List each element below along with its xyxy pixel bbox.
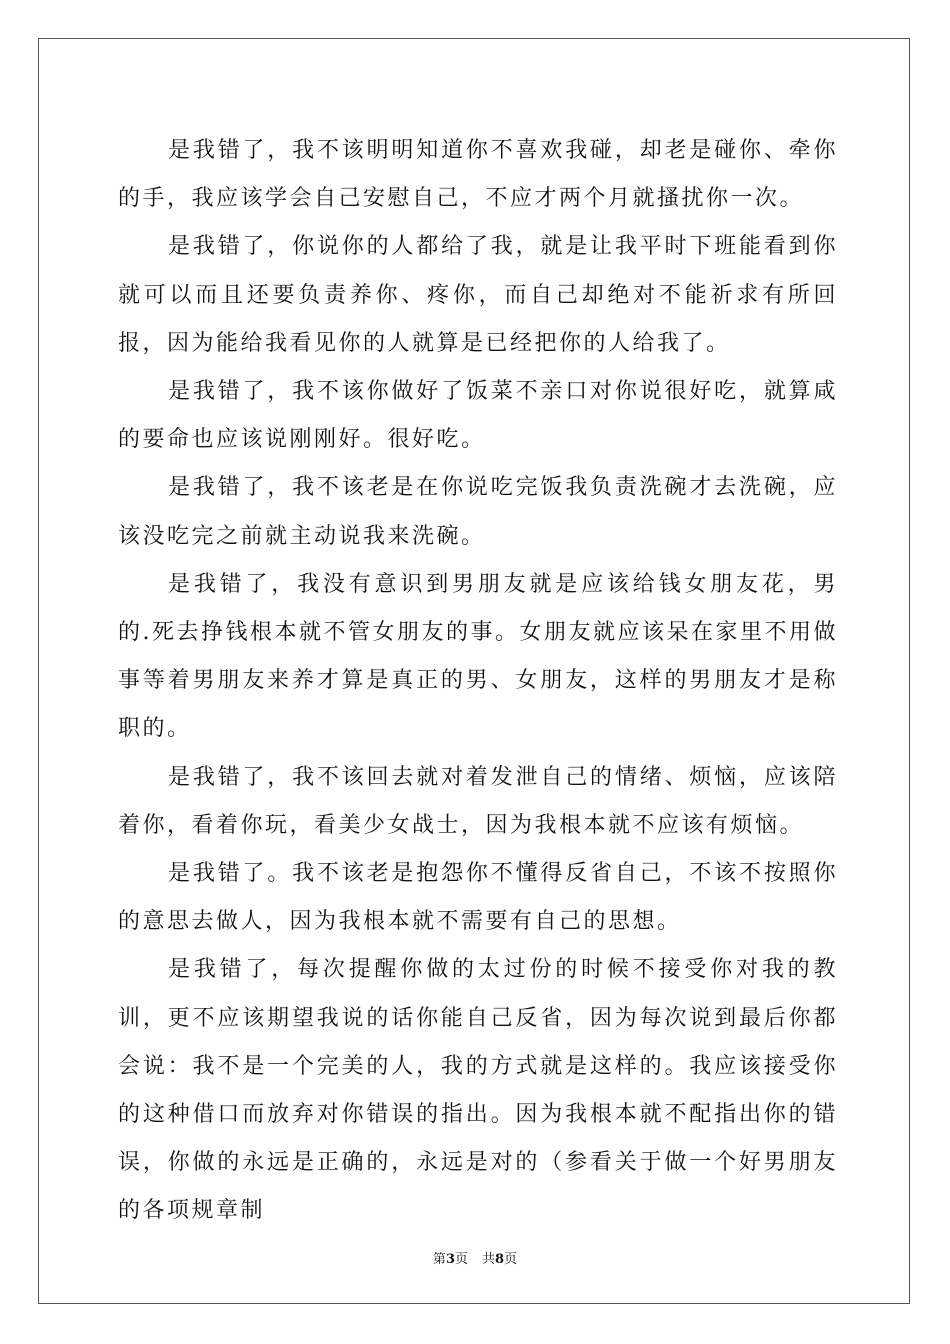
footer-prefix: 第 xyxy=(432,1252,446,1267)
paragraph-5: 是我错了，我没有意识到男朋友就是应该给钱女朋友花，男的.死去挣钱根本就不管女朋友的事。女朋友就应该呆在家里不用做事等着男朋友来养才算是真正的男、女朋友，这样的男朋友才是称职的。 xyxy=(118,571,838,742)
footer-page-word: 页 xyxy=(454,1252,468,1267)
paragraph-2: 是我错了，你说你的人都给了我，就是让我平时下班能看到你就可以而且还要负责养你、疼你，而自己却绝对不能祈求有所回报，因为能给我看见你的人就算是已经把你的人给我了。 xyxy=(118,234,838,356)
page-footer xyxy=(0,1248,950,1267)
total-pages-number: 8 xyxy=(495,1252,505,1267)
paragraph-7: 是我错了。我不该老是抱怨你不懂得反省自己，不该不按照你的意思去做人，因为我根本就不需要有自己的思想。 xyxy=(118,861,838,935)
footer-total-prefix: 共 xyxy=(482,1252,496,1267)
paragraph-1: 是我错了，我不该明明知道你不喜欢我碰，却老是碰你、牵你的手，我应该学会自己安慰自己，不应才两个月就搔扰你一次。 xyxy=(118,138,838,212)
paragraph-6: 是我错了，我不该回去就对着发泄自己的情绪、烦恼，应该陪着你，看着你玩，看美少女战士，因为我根本就不应该有烦恼。 xyxy=(118,764,838,838)
paragraph-3: 是我错了，我不该你做好了饭菜不亲口对你说很好吃，就算咸的要命也应该说刚刚好。很好吃。 xyxy=(118,379,838,453)
footer-total-suffix: 页 xyxy=(504,1252,518,1267)
paragraph-8: 是我错了，每次提醒你做的太过份的时候不接受你对我的教训，更不应该期望我说的话你能自己反省，因为每次说到最后你都会说：我不是一个完美的人，我的方式就是这样的。我应该接受你的这种借口而放弃对你错误的指出。因为我根本就不配指出你的错误，你做的永远是正确的，永远是对的（参看关于做一个好男朋友的各项规章制 xyxy=(118,957,838,1224)
current-page-number: 3 xyxy=(445,1252,455,1267)
document-body xyxy=(118,127,838,1236)
paragraph-4: 是我错了，我不该老是在你说吃完饭我负责洗碗才去洗碗，应该没吃完之前就主动说我来洗碗。 xyxy=(118,475,838,549)
